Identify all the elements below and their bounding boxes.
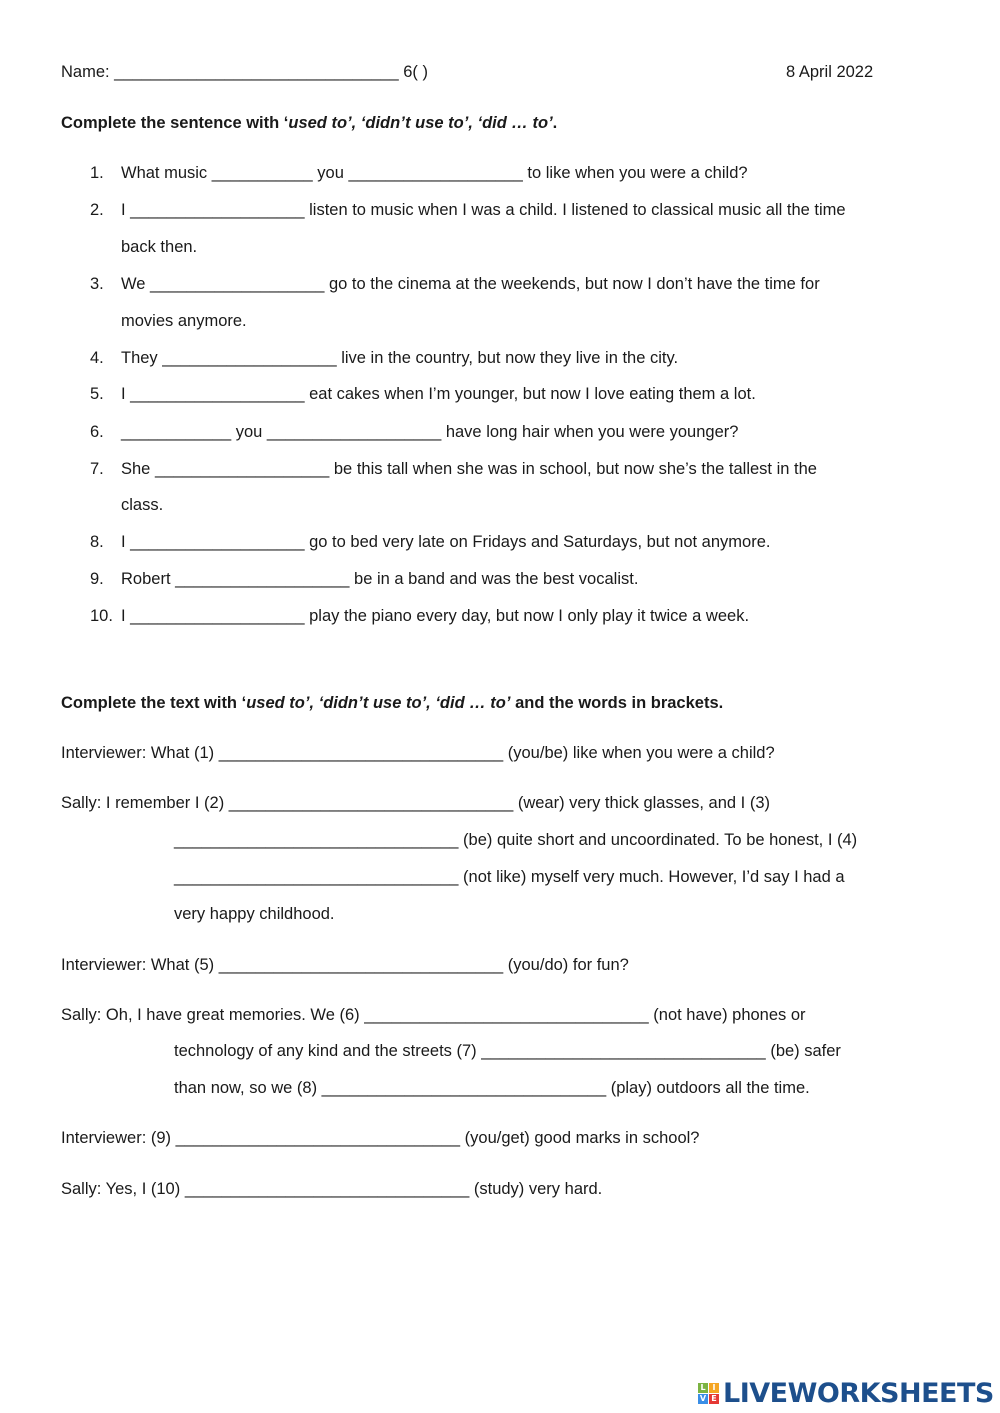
dialogue-line[interactable]: Sally: Yes, I (10) _______________________________ (study) very hard. [61,1180,603,1198]
item-line[interactable]: They ___________________ live in the country, but now they live in the city. [121,349,679,367]
item-line[interactable]: I ___________________ eat cakes when I’m younger, but now I love eating them a lot. [121,385,756,403]
part1-instruction [61,113,557,133]
dialogue-line[interactable]: Sally: Oh, I have great memories. We (6) _______________________________ (not have) phones or [61,1006,806,1024]
instruction-options: used to’, ‘didn’t use to’, ‘did … to’ [288,114,553,132]
logo-block: V [699,1394,707,1403]
item-line[interactable]: I ___________________ listen to music when I was a child. I listened to classical music all the time [121,201,846,219]
dialogue-line[interactable]: Interviewer: What (5) _______________________________ (you/do) for fun? [61,956,629,974]
dialogue-line[interactable]: Interviewer: (9) _______________________________ (you/get) good marks in school? [61,1129,700,1147]
item-line[interactable]: What music ___________ you ___________________ to like when you were a child? [121,164,748,182]
item-line[interactable]: I ___________________ play the piano every day, but now I only play it twice a week. [121,607,750,625]
item-line[interactable]: We ___________________ go to the cinema at the weekends, but now I don’t have the time for [121,275,820,293]
dialogue-line[interactable]: _______________________________ (be) quite short and uncoordinated. To be honest, I (4) [174,831,858,849]
instruction-text: and the words in brackets. [510,694,724,712]
part2-instruction [61,693,723,713]
logo-block: L [698,1383,708,1393]
liveworksheets-logo [698,1378,994,1409]
dialogue-line[interactable]: than now, so we (8) _______________________________ (play) outdoors all the time. [174,1079,810,1097]
item-number: 8. [90,533,104,551]
item-number: 9. [90,570,104,588]
dialogue-line: very happy childhood. [174,905,335,923]
logo-block: E [709,1394,719,1404]
logo-blocks-icon [698,1383,719,1404]
dialogue-line[interactable]: Interviewer: What (1) _______________________________ (you/be) like when you were a child? [61,744,775,762]
item-number: 3. [90,275,104,293]
date: 8 April 2022 [786,63,874,81]
logo-block: I [709,1383,719,1393]
item-line: class. [121,496,164,514]
instruction-text: Complete the text with ‘ [61,694,247,712]
item-number: 7. [90,460,104,478]
item-number: 5. [90,385,104,403]
item-line: movies anymore. [121,312,247,330]
name-field[interactable]: Name: _______________________________ 6( ) [61,63,428,81]
item-line: back then. [121,238,198,256]
item-line[interactable]: ____________ you ___________________ have long hair when you were younger? [121,423,739,441]
item-line[interactable]: She ___________________ be this tall when she was in school, but now she’s the tallest in the [121,460,817,478]
dialogue-line[interactable]: _______________________________ (not like) myself very much. However, I’d say I had a [174,868,845,886]
item-line[interactable]: I ___________________ go to bed very late on Fridays and Saturdays, but not anymore. [121,533,771,551]
instruction-text: Complete the sentence with ‘ [61,114,289,132]
item-number: 10. [90,607,113,625]
item-line[interactable]: Robert ___________________ be in a band and was the best vocalist. [121,570,639,588]
instruction-text: . [552,114,558,132]
instruction-options: used to’, ‘didn’t use to’, ‘did … to’ [246,694,511,712]
logo-text: LIVEWORKSHEETS [723,1378,994,1409]
item-number: 1. [90,164,104,182]
item-number: 2. [90,201,104,219]
dialogue-line[interactable]: technology of any kind and the streets (7) _______________________________ (be) safer [174,1042,841,1060]
dialogue-line[interactable]: Sally: I remember I (2) _______________________________ (wear) very thick glasses, and I (3) [61,794,771,812]
item-number: 4. [90,349,104,367]
item-number: 6. [90,423,104,441]
